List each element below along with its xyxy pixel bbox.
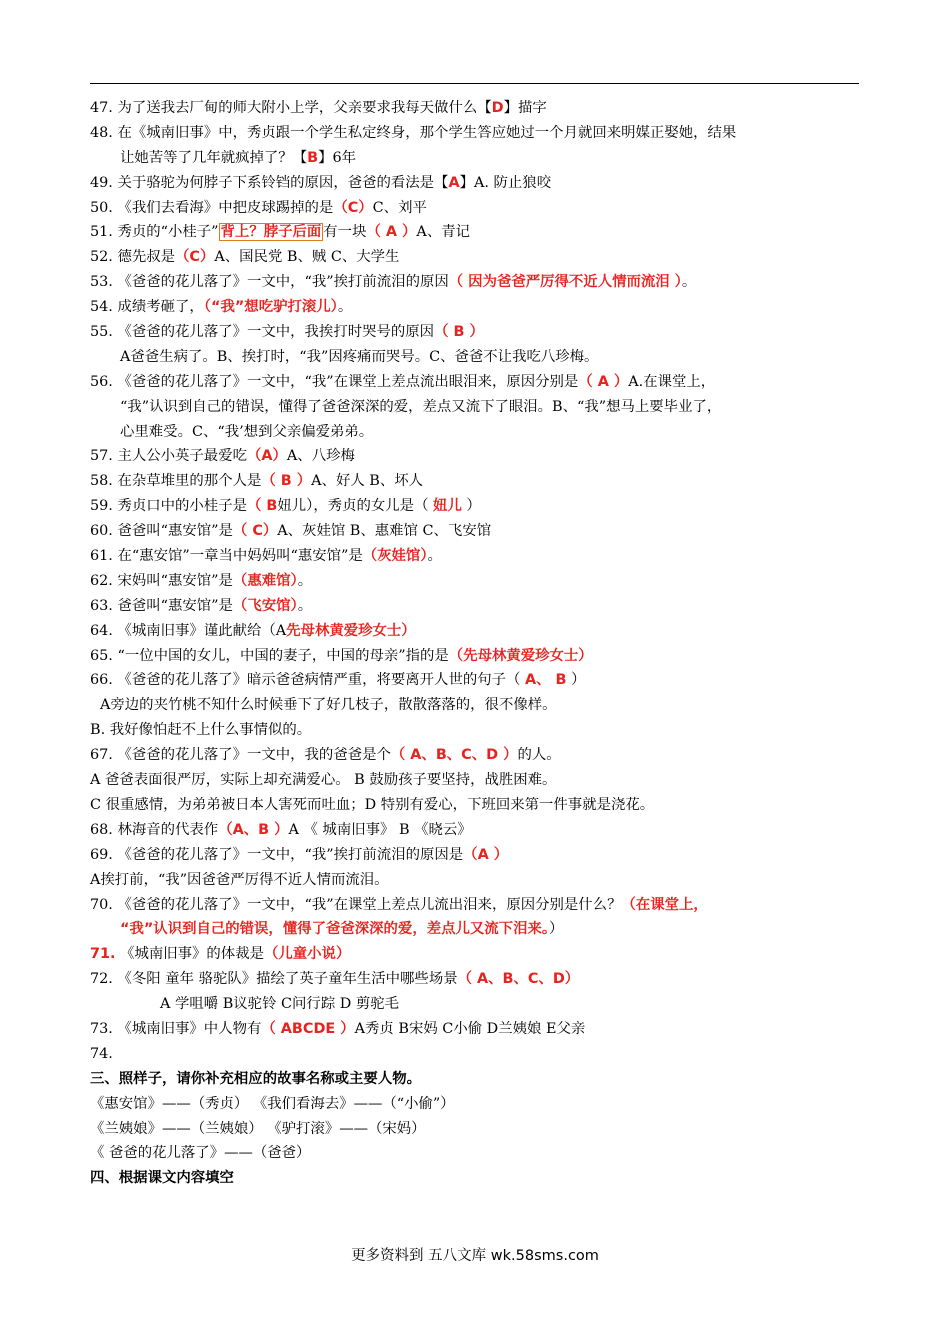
line-text: 】描字: [503, 100, 547, 116]
highlighted-text: 妞儿: [433, 498, 462, 515]
line-text: 妞儿），秀贞的女儿是（: [277, 498, 434, 515]
line-text: 《城南旧事》的体裁是: [115, 946, 264, 963]
highlighted-text: A: [448, 174, 460, 191]
highlighted-text: 先母林黄爱珍女士）: [286, 622, 416, 639]
highlighted-text: D: [491, 100, 504, 116]
highlighted-text: “我”认识到自己的错误，懂得了爸爸深深的爱，差点儿又流下泪来。: [120, 921, 550, 938]
line-text: 64. 《城南旧事》谨此献给（A: [90, 622, 287, 639]
text-line: [90, 768, 860, 793]
highlighted-text: （飞安馆）: [232, 597, 298, 614]
text-line: [90, 818, 860, 843]
highlighted-text: （C）: [175, 249, 215, 266]
line-text: 63. 爸爸叫“惠安馆”是: [90, 597, 233, 614]
highlighted-text: 四、根据课文内容填空: [90, 1170, 234, 1187]
text-line: [90, 1117, 860, 1142]
highlighted-text: 71.: [90, 946, 116, 963]
line-text: A秀贞 B宋妈 C小偷 D兰姨娘 E父亲: [354, 1020, 586, 1037]
line-text: 。: [337, 299, 353, 316]
line-text: A、八珍梅: [286, 448, 355, 465]
highlighted-text: （ A、B、C、D）: [457, 971, 580, 988]
text-line: [90, 96, 860, 121]
line-text: 53. 《爸爸的花儿落了》一文中，“我”挨打前流泪的原因: [90, 274, 449, 291]
highlighted-text: （ C）: [232, 523, 278, 540]
text-line: [90, 718, 860, 743]
text-line: [90, 196, 860, 221]
text-line: [90, 295, 860, 320]
document-body: [90, 96, 860, 1191]
line-text: A爸爸生病了。B、挨打时，“我”因疼痛而哭号。C、爸爸不让我吃八珍梅。: [120, 348, 599, 365]
highlighted-text: （在课堂上，: [621, 896, 708, 913]
footer-text: 更多资料到 五八文库 wk.58sms.com: [351, 1248, 599, 1264]
header-rule: [90, 83, 859, 84]
line-text: “我”认识到自己的错误，懂得了爸爸深深的爱，差点又流下了眼泪。B、“我”想马上要毕业了，: [120, 398, 722, 415]
text-line: [90, 171, 860, 196]
line-text: 65. “一位中国的女儿，中国的妻子，中国的母亲”指的是: [90, 647, 449, 664]
line-text: 。: [297, 597, 313, 614]
line-text: 73. 《城南旧事》中人物有: [90, 1020, 262, 1037]
line-text: A挨打前，“我”因爸爸严厉得不近人情而流泪。: [90, 871, 389, 888]
text-line: [90, 594, 860, 619]
line-text: A、青记: [416, 224, 470, 241]
line-text: C 很重感情，为弟弟被日本人害死而吐血；D 特别有爱心，下班回来第一件事就是浇花。: [90, 796, 655, 813]
line-text: B. 我好像怕赶不上什么事情似的。: [90, 722, 312, 739]
text-line: [90, 743, 860, 768]
highlighted-text: （ B: [246, 498, 278, 515]
line-text: 55. 《爸爸的花儿落了》一文中，我挨打时哭号的原因: [90, 324, 435, 341]
highlighted-text: （ A、B、C、D ）: [390, 747, 518, 764]
text-line: [90, 942, 860, 967]
text-line: [90, 843, 860, 868]
line-text: 72. 《冬阳 童年 骆驼队》描绘了英子童年生活中哪些场景: [90, 971, 458, 988]
text-line: [90, 967, 860, 992]
line-text: A旁边的夹竹桃不知什么时候垂下了好几枝子，散散落落的，很不像样。: [100, 697, 557, 714]
highlighted-text: （C）: [333, 199, 373, 216]
text-line: [90, 544, 860, 569]
text-line: [90, 693, 860, 718]
line-text: A、灰娃馆 B、惠难馆 C、飞安馆: [277, 523, 492, 540]
text-line: [90, 494, 860, 519]
highlighted-text: 背上？脖子后面: [220, 224, 322, 241]
text-line: [90, 1141, 860, 1166]
line-text: A 学咀嚼 B议驼铃 C问行踪 D 剪驼毛: [160, 996, 400, 1013]
line-text: ）: [549, 921, 564, 938]
line-text: 52. 德先叔是: [90, 249, 176, 266]
highlighted-text: 三、照样子，请你补充相应的故事名称或主要人物。: [90, 1070, 421, 1087]
line-text: A 爸爸表面很严厉，实际上却充满爱心。 B 鼓励孩子要坚持，战胜困难。: [90, 772, 557, 789]
line-text: 68. 林海音的代表作: [90, 821, 219, 838]
line-text: 51. 秀贞的“小桂子”: [90, 224, 219, 241]
text-line: [90, 619, 860, 644]
line-text: 让她苦等了几年就疯掉了？【: [120, 149, 308, 166]
line-text: 《 爸爸的花儿落了》——（爸爸）: [90, 1145, 311, 1162]
highlighted-text: （A、B ）: [218, 821, 289, 838]
highlighted-text: （A）: [246, 448, 287, 465]
line-text: 的人。: [517, 747, 561, 764]
text-line: [90, 868, 860, 893]
highlighted-text: （“我”想吃驴打滚儿）: [203, 299, 338, 316]
line-text: 】6年: [318, 149, 356, 166]
text-line: [90, 270, 860, 295]
line-text: 60. 爸爸叫“惠安馆”是: [90, 523, 233, 540]
text-line: [90, 519, 860, 544]
highlighted-text: （ B ）: [434, 324, 484, 341]
highlighted-text: B: [307, 149, 319, 166]
text-line: [90, 1017, 860, 1042]
line-text: 《惠安馆》——（秀贞） 《我们看海去》——（“小偷”）: [90, 1095, 455, 1112]
line-text: 58. 在杂草堆里的那个人是: [90, 473, 262, 490]
line-text: 。: [681, 274, 697, 291]
text-line: [90, 121, 860, 146]
line-text: 47. 为了送我去厂甸的师大附小上学，父亲要求我每天做什么【: [90, 100, 492, 116]
text-line: [90, 245, 860, 270]
line-text: 61. 在“惠安馆”一章当中妈妈叫“惠安馆”是: [90, 548, 363, 565]
text-line: [90, 220, 860, 245]
text-line: [90, 793, 860, 818]
highlighted-text: （ B ）: [261, 473, 312, 490]
text-line: [90, 469, 860, 494]
line-text: 74.: [90, 1045, 113, 1062]
highlighted-text: A、 B: [524, 672, 567, 689]
line-text: 67. 《爸爸的花儿落了》一文中，我的爸爸是个: [90, 747, 391, 764]
highlighted-text: （ A ）: [578, 373, 629, 390]
line-text: 66. 《爸爸的花儿落了》暗示爸爸病情严重，将要离开人世的句子（: [90, 672, 525, 689]
line-text: 有一块: [323, 224, 367, 241]
text-line: [90, 1042, 860, 1067]
line-text: 54. 成绩考砸了，: [90, 299, 204, 316]
line-text: A、国民党 B、贼 C、大学生: [214, 249, 400, 266]
text-line: [90, 668, 860, 693]
text-line: [90, 893, 860, 918]
line-text: 62. 宋妈叫“惠安馆”是: [90, 572, 233, 589]
line-text: 70. 《爸爸的花儿落了》一文中，“我”在课堂上差点儿流出泪来，原因分别是什么？: [90, 896, 622, 913]
text-line: [90, 644, 860, 669]
line-text: 57. 主人公小英子最爱吃: [90, 448, 247, 465]
line-text: 56. 《爸爸的花儿落了》一文中，“我”在课堂上差点流出眼泪来，原因分别是: [90, 373, 579, 390]
highlighted-text: （先母林黄爱珍女士）: [448, 647, 593, 664]
text-line: [90, 420, 860, 445]
text-line: [90, 345, 860, 370]
text-line: [90, 569, 860, 594]
line-text: 59. 秀贞口中的小桂子是: [90, 498, 247, 515]
text-line: [90, 395, 860, 420]
highlighted-text: （ ABCDE ）: [261, 1020, 355, 1037]
text-line: [90, 1166, 860, 1191]
highlighted-text: （ 因为爸爸严厉得不近人情而流泪 ）: [448, 274, 682, 291]
line-text: 《兰姨娘》——（兰姨娘） 《驴打滚》——（宋妈）: [90, 1120, 426, 1137]
text-line: [90, 1092, 860, 1117]
line-text: 49. 关于骆驼为何脖子下系铃铛的原因，爸爸的看法是【: [90, 174, 449, 191]
highlighted-text: （A ）: [463, 846, 509, 863]
line-text: A.在课堂上，: [628, 373, 716, 390]
line-text: A 《 城南旧事》 B 《晓云》: [288, 821, 472, 838]
text-line: [90, 320, 860, 345]
highlighted-text: （惠难馆）: [232, 572, 298, 589]
highlighted-text: （ A ）: [366, 224, 417, 241]
line-text: ）: [461, 498, 481, 515]
line-text: 48. 在《城南旧事》中，秀贞跟一个学生私定终身，那个学生答应她过一个月就回来明媒正娶她，结果: [90, 124, 737, 141]
line-text: 。: [427, 548, 442, 565]
highlighted-text: （灰娃馆）: [362, 548, 428, 565]
text-line: [90, 992, 860, 1017]
line-text: ）: [566, 672, 586, 689]
highlighted-text: （儿童小说）: [263, 946, 351, 963]
text-line: [90, 444, 860, 469]
text-line: [90, 1067, 860, 1092]
text-line: [90, 917, 860, 942]
line-text: C、刘平: [372, 199, 427, 216]
line-text: 心里难受。C、“我’想到父亲偏爱弟弟。: [120, 423, 374, 440]
line-text: 。: [297, 572, 313, 589]
line-text: 】A. 防止狼咬: [459, 174, 552, 191]
text-line: [90, 146, 860, 171]
line-text: A、好人 B、坏人: [311, 473, 424, 490]
line-text: 69. 《爸爸的花儿落了》一文中，“我”挨打前流泪的原因是: [90, 846, 464, 863]
line-text: 50. 《我们去看海》中把皮球踢掉的是: [90, 199, 334, 216]
text-line: [90, 370, 860, 395]
